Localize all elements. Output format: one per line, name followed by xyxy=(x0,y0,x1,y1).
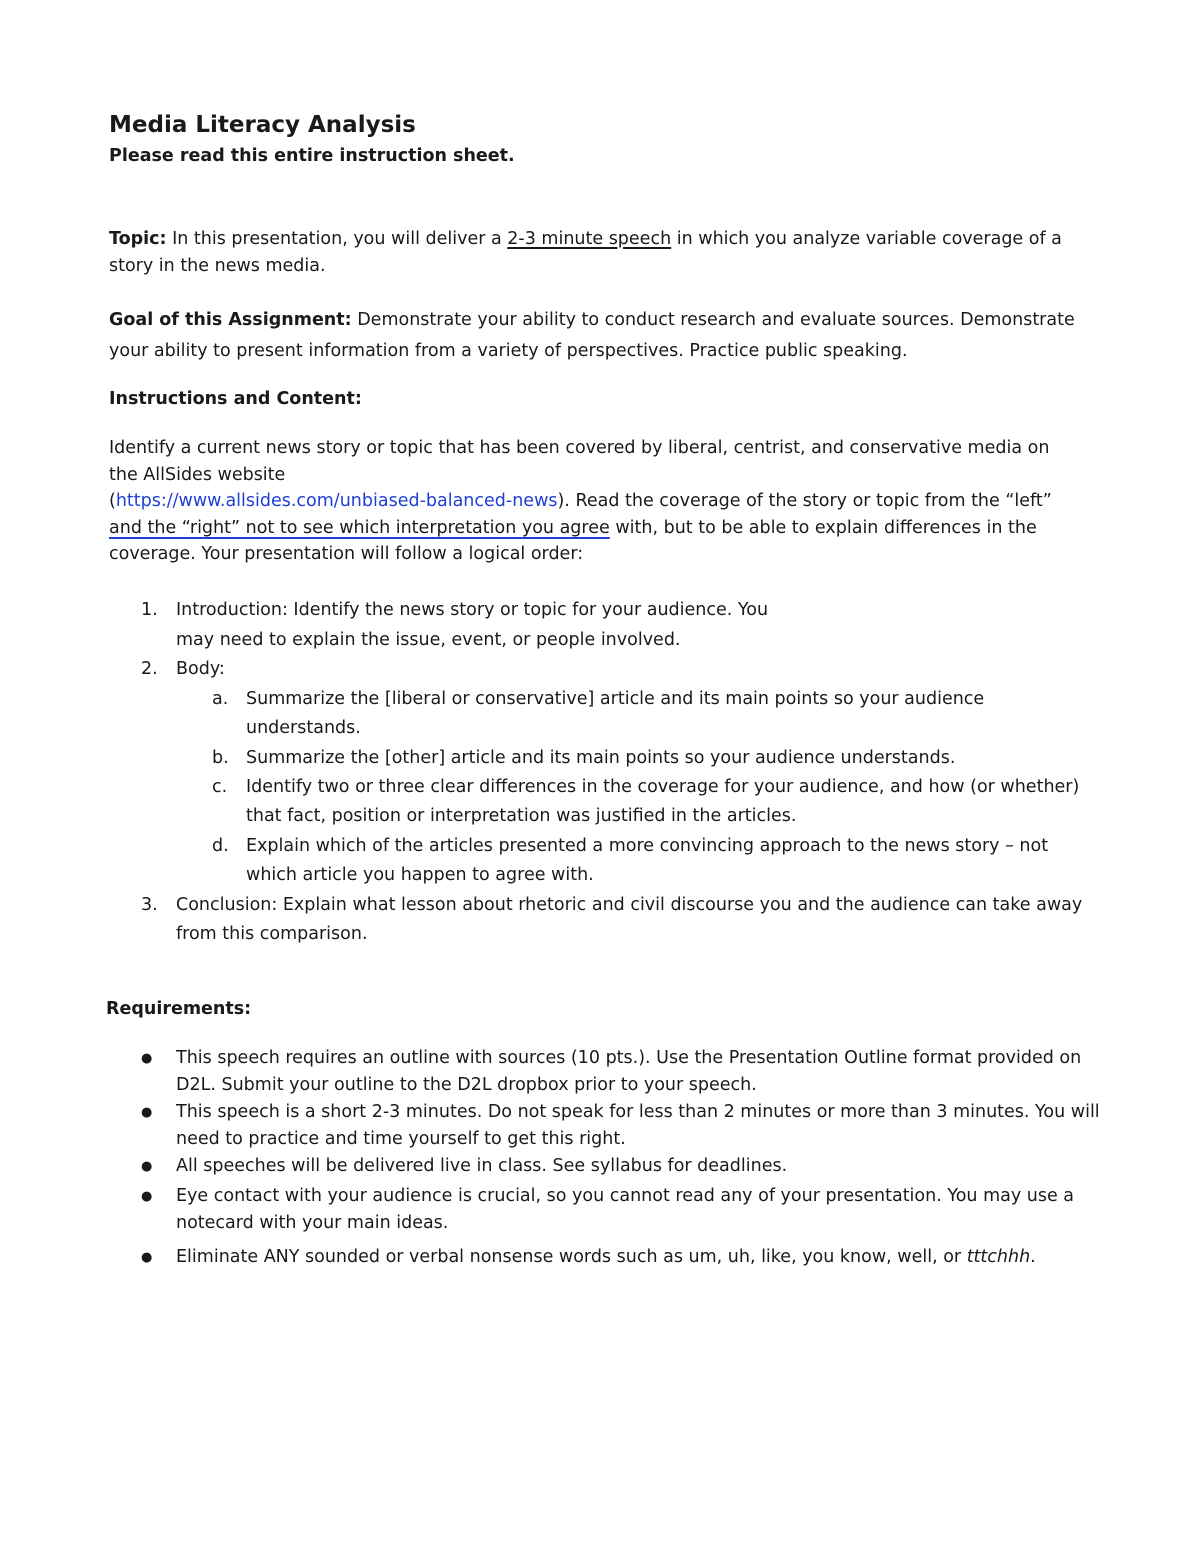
goal-label: Goal of this Assignment: xyxy=(109,310,352,330)
requirement-1 xyxy=(176,1045,1106,1099)
sub-a-letter: a. xyxy=(212,689,229,709)
after-link-text: ). Read the coverage of the story or topic from the “left” xyxy=(557,491,1052,511)
requirement-5 xyxy=(176,1244,1106,1271)
requirement-1-line-1: This speech requires an outline with sources (10 pts.). Use the Presentation Outline format provided on xyxy=(176,1048,1082,1068)
requirement-3-line-1: All speeches will be delivered live in class. See syllabus for deadlines. xyxy=(176,1156,788,1176)
sub-d-line-1: Explain which of the articles presented a more convincing approach to the news story – not xyxy=(246,836,1049,856)
step-3-number: 3. xyxy=(141,895,158,915)
requirement-5-italic: tttchhh xyxy=(966,1247,1031,1267)
instructions-line-5: coverage. Your presentation will follow a logical order: xyxy=(109,544,584,564)
topic-paragraph xyxy=(109,226,1099,280)
open-paren: ( xyxy=(109,491,116,511)
sub-c-letter: c. xyxy=(212,777,228,797)
bullet-icon: ● xyxy=(141,1189,153,1204)
document-subtitle: Please read this entire instruction sheet. xyxy=(109,146,515,166)
step-2-number: 2. xyxy=(141,659,158,679)
requirement-2-line-2: need to practice and time yourself to get this right. xyxy=(176,1129,626,1149)
topic-text-after: in which you analyze variable coverage of a story in the news media. xyxy=(109,229,1062,276)
topic-underlined: 2-3 minute speech xyxy=(507,229,672,249)
instructions-line-1: Identify a current news story or topic that has been covered by liberal, centrist, and conservative media on xyxy=(109,438,1050,458)
bullet-icon: ● xyxy=(141,1051,153,1066)
sub-c-line-2: that fact, position or interpretation was justified in the articles. xyxy=(246,806,797,826)
requirement-3 xyxy=(176,1153,1106,1180)
instructions-line-2: the AllSides website xyxy=(109,464,286,485)
topic-label: Topic: xyxy=(109,229,167,249)
sub-b-letter: b. xyxy=(212,748,229,768)
bullet-icon: ● xyxy=(141,1105,153,1120)
sub-b-line-1: Summarize the [other] article and its main points so your audience understands. xyxy=(246,748,956,768)
requirement-1-line-2: D2L. Submit your outline to the D2L dropbox prior to your speech. xyxy=(176,1075,757,1095)
requirements-heading-text: Requirements: xyxy=(106,999,252,1019)
requirement-5-end: . xyxy=(1030,1247,1036,1267)
topic-text-before: In this presentation, you will deliver a xyxy=(166,229,508,249)
step-1-line-1: Introduction: Identify the news story or topic for your audience. You xyxy=(176,600,769,620)
instructions-line-4 xyxy=(109,515,1109,542)
step-1-line-2: may need to explain the issue, event, or people involved. xyxy=(176,630,681,650)
sub-c-line-1: Identify two or three clear differences in the coverage for your audience, and how (or whether) xyxy=(246,777,1080,797)
instructions-heading-text: Instructions and Content: xyxy=(109,389,362,409)
step-3-line-1: Conclusion: Explain what lesson about rhetoric and civil discourse you and the audience can take away xyxy=(176,895,1083,915)
step-3-line-2: from this comparison. xyxy=(176,924,368,944)
requirement-4 xyxy=(176,1183,1106,1237)
goal-text: Demonstrate your ability to conduct research and evaluate sources. Demonstrate your ability to present information from a variety of perspectives. Practice public speaking. xyxy=(109,310,1075,361)
document-title: Media Literacy Analysis xyxy=(109,112,416,138)
step-2-line-1: Body: xyxy=(176,659,225,679)
requirement-5-text: Eliminate ANY sounded or verbal nonsense words such as um, uh, like, you know, well, or xyxy=(176,1247,967,1267)
requirement-4-line-1: Eye contact with your audience is crucial, so you cannot read any of your presentation. You may use a xyxy=(176,1186,1075,1206)
instructions-paragraph xyxy=(109,435,1109,568)
requirements-heading xyxy=(106,996,1096,1023)
sub-d-letter: d. xyxy=(212,836,229,856)
bullet-icon: ● xyxy=(141,1159,153,1174)
requirement-4-line-2: notecard with your main ideas. xyxy=(176,1213,449,1233)
sub-a-line-1: Summarize the [liberal or conservative] article and its main points so your audience xyxy=(246,689,985,709)
sub-a-line-2: understands. xyxy=(246,718,361,738)
bullet-icon: ● xyxy=(141,1250,153,1265)
underlined-phrase: and the “right” not to see which interpretation you agree xyxy=(109,517,610,538)
instructions-heading xyxy=(109,386,1099,413)
step-1-number: 1. xyxy=(141,600,158,620)
requirement-2 xyxy=(176,1099,1106,1153)
goal-paragraph xyxy=(109,305,1099,367)
sub-d-line-2: which article you happen to agree with. xyxy=(246,865,594,885)
line-4-rest: with, but to be able to explain differences in the xyxy=(609,517,1037,538)
instructions-line-3 xyxy=(109,488,1109,515)
requirement-2-line-1: This speech is a short 2-3 minutes. Do not speak for less than 2 minutes or more than 3 minutes. You will xyxy=(176,1102,1100,1122)
allsides-link[interactable]: https://www.allsides.com/unbiased-balanced-news xyxy=(115,491,558,511)
